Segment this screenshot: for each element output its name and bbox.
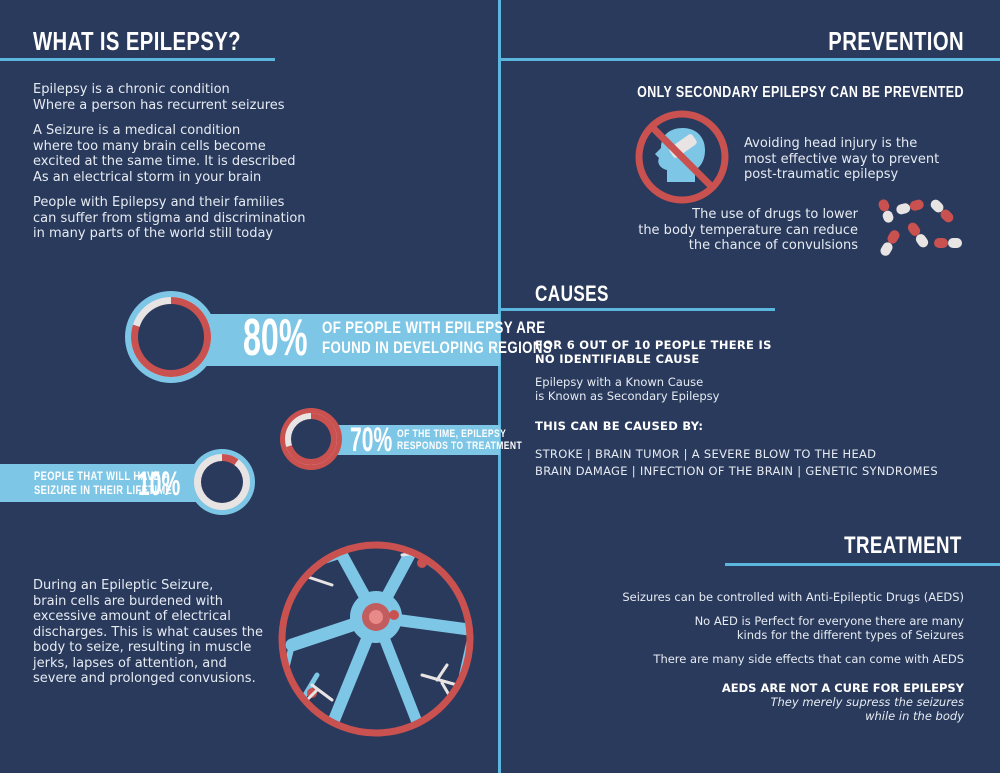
text-line: while in the body xyxy=(865,709,964,723)
text-line: As an electrical storm in your brain xyxy=(33,169,262,185)
causes-bold xyxy=(535,338,772,366)
text-line: jerks, lapses of attention, and xyxy=(33,655,227,671)
text-line: During an Epileptic Seizure, xyxy=(33,578,214,593)
stat-70-value: 70% xyxy=(350,421,393,459)
text-line: The use of drugs to lower xyxy=(692,207,858,222)
causes-title: CAUSES xyxy=(535,281,609,306)
text-line: where too many brain cells become xyxy=(33,138,266,154)
text-line: OF THE TIME, EPILEPSY xyxy=(397,428,507,440)
text-line: RESPONDS TO TREATMENT xyxy=(397,440,523,452)
text-line: They merely supress the seizures xyxy=(770,695,964,709)
prevention-title: PREVENTION xyxy=(828,26,964,56)
what-is-title: WHAT IS EPILEPSY? xyxy=(33,26,241,56)
what-is-underline xyxy=(0,58,275,61)
stat-10-donut xyxy=(188,448,256,516)
text-line: brain cells are burdened with xyxy=(33,593,224,609)
causes-known xyxy=(535,375,719,403)
stat-80-label xyxy=(322,318,552,358)
text-line: OF PEOPLE WITH EPILEPSY ARE xyxy=(322,318,546,337)
prevention-text-2 xyxy=(638,207,858,254)
text-line: can suffer from stigma and discrimination xyxy=(33,210,306,226)
prevention-subtitle: ONLY SECONDARY EPILEPSY CAN BE PREVENTED xyxy=(637,84,964,101)
text-line: post-traumatic epilepsy xyxy=(744,167,899,182)
text-line: AEDS ARE NOT A CURE FOR EPILEPSY xyxy=(721,681,964,695)
text-line: is Known as Secondary Epilepsy xyxy=(535,389,720,403)
text-line: There are many side effects that can come with AEDS xyxy=(653,652,964,666)
text-line: the chance of convulsions xyxy=(688,238,858,253)
text-line: in many parts of the world still today xyxy=(33,226,274,241)
treatment-underline xyxy=(725,563,1000,566)
pills-icon xyxy=(872,195,968,261)
text-line: Where a person has recurrent seizures xyxy=(33,97,285,113)
text-line: kinds for the different types of Seizures xyxy=(736,628,964,642)
text-line: SEIZURE IN THEIR LIFETIME xyxy=(34,483,173,497)
treatment-title: TREATMENT xyxy=(844,532,962,559)
text-line: STROKE | BRAIN TUMOR | A SEVERE BLOW TO THE HEAD xyxy=(535,447,877,461)
stat-80-donut xyxy=(123,289,219,385)
text-line: NO IDENTIFIABLE CAUSE xyxy=(535,352,700,366)
center-divider xyxy=(498,0,501,773)
text-line: A Seizure is a medical condition xyxy=(33,123,241,138)
neuron-illustration xyxy=(272,535,480,743)
text-line: excited at the same time. It is described xyxy=(33,154,296,169)
prevention-underline xyxy=(500,58,1000,61)
causes-list xyxy=(535,446,938,480)
text-line: excessive amount of electrical xyxy=(33,609,231,624)
text-line: most effective way to prevent xyxy=(744,151,940,167)
stat-10-value: 10% xyxy=(138,465,181,503)
text-line: Epilepsy with a Known Cause xyxy=(535,375,704,389)
stat-70-donut xyxy=(279,407,343,471)
text-line: People with Epilepsy and their families xyxy=(33,195,285,210)
text-line: PEOPLE THAT WILL HAVE A xyxy=(34,469,171,483)
text-line: No AED is Perfect for everyone there are many xyxy=(694,614,964,628)
no-head-injury-icon xyxy=(635,110,729,204)
text-line: the body temperature can reduce xyxy=(638,222,858,238)
treatment-text xyxy=(622,590,964,723)
text-line: Epilepsy is a chronic condition xyxy=(33,82,230,97)
text-line: body to seize, resulting in muscle xyxy=(33,640,252,655)
stat-80-value: 80% xyxy=(243,309,308,367)
what-is-text xyxy=(33,82,333,242)
causes-caused-by: THIS CAN BE CAUSED BY: xyxy=(535,419,704,433)
text-line: Avoiding head injury is the xyxy=(744,136,918,151)
text-line: FOR 6 OUT OF 10 PEOPLE THERE IS xyxy=(535,338,772,352)
prevention-text-1 xyxy=(744,136,974,183)
text-line: Seizures can be controlled with Anti-Epileptic Drugs (AEDS) xyxy=(622,590,964,604)
text-line: FOUND IN DEVELOPING REGIONS xyxy=(322,338,553,357)
text-line: discharges. This is what causes the xyxy=(33,624,264,640)
text-line: BRAIN DAMAGE | INFECTION OF THE BRAIN | GENETIC SYNDROMES xyxy=(535,464,938,478)
text-line: severe and prolonged convusions. xyxy=(33,671,256,686)
stat-70-label xyxy=(397,428,522,452)
seizure-text xyxy=(33,578,273,687)
causes-underline xyxy=(500,308,775,311)
